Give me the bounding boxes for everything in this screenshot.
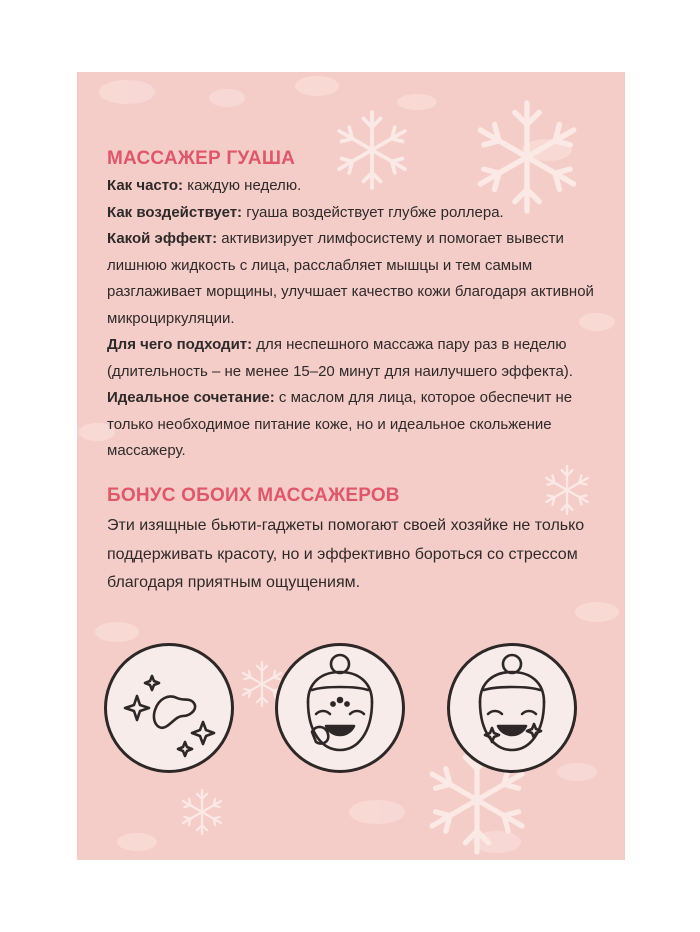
info-block [107, 173, 607, 465]
bonus-text: Эти изящные бьюти-гаджеты помогают своей хозяйке не только поддерживать красоту, но и эффективно бороться со стрессом благодаря приятным ощущениям. [107, 517, 585, 591]
info-ideal-combination: Идеальное сочетание: с маслом для лица, которое обеспечит не только необходимое питание коже, но и идеальное скольжение массажеру. [107, 389, 573, 459]
info-effect: Какой эффект: активизирует лимфосистему и помогает вывести лишнюю жидкость с лица, расслабляет мышцы и тем самым разглаживает морщины, улучшает качество кожи благодаря активной микроциркуляции. [107, 230, 594, 327]
section-title-gua-sha: МАССАЖЕР ГУАША [107, 148, 296, 169]
info-suitable-for: Для чего подходит: для неспешного массажа пару раз в неделю (длительность – не менее 15–20 минут для наилучшего эффекта). [107, 336, 573, 380]
section-title-bonus: БОНУС ОБОИХ МАССАЖЕРОВ [107, 485, 400, 506]
info-action: Как воздействует: гуаша воздействует глубже роллера. [107, 203, 504, 221]
face-with-gua-sha-icon [275, 643, 405, 773]
gua-sha-stone-sparkles-icon [104, 643, 234, 773]
instruction-card [77, 72, 625, 860]
glowing-face-icon [447, 643, 577, 773]
snowflake [183, 790, 221, 834]
snowflake [546, 466, 588, 514]
info-frequency: Как часто: каждую неделю. [107, 177, 302, 194]
